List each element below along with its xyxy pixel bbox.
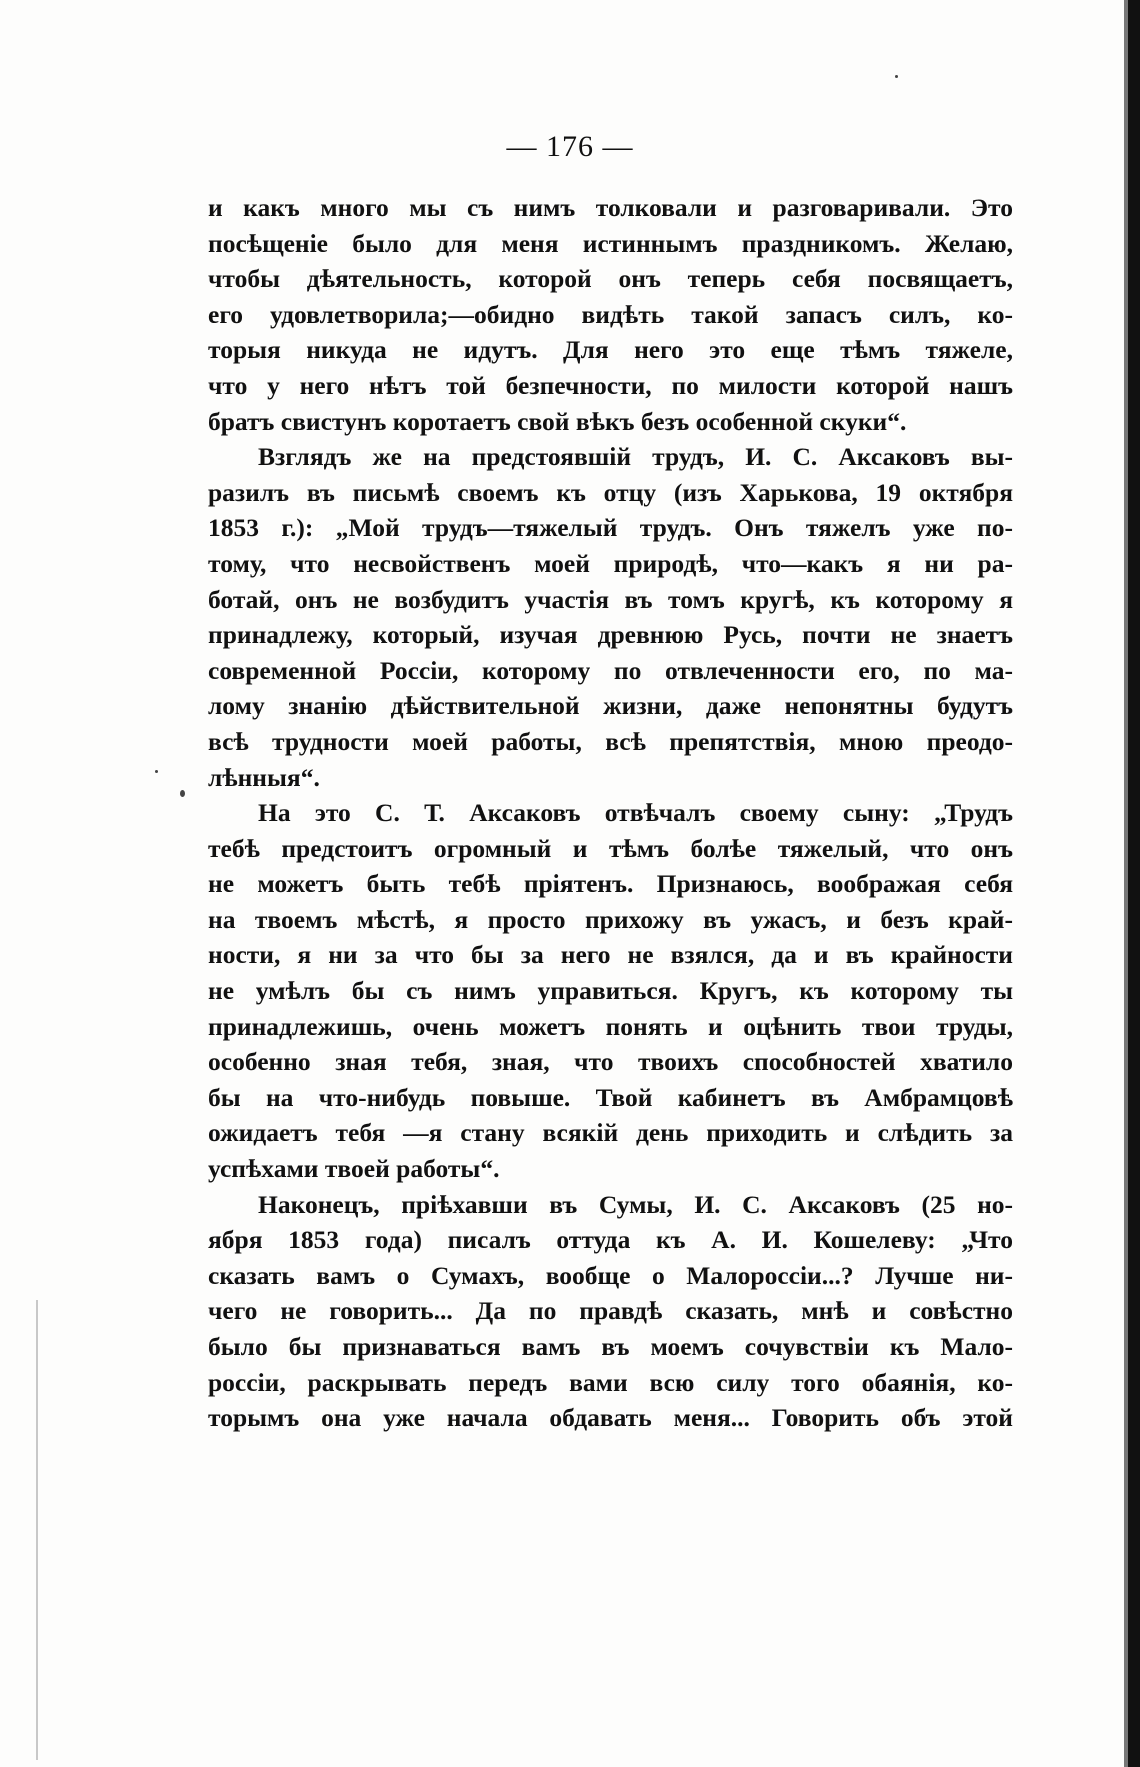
text-line: успѣхами твоей работы“.: [208, 1154, 500, 1184]
page-edge-shadow-inner: [1124, 0, 1128, 1767]
scan-speck: [155, 770, 158, 773]
text-line: что у него нѣтъ той безпечности, по милости которой нашъ: [208, 370, 1013, 400]
page-edge-shadow: [1128, 0, 1140, 1767]
text-line: На это С. Т. Аксаковъ отвѣчалъ своему сыну: „Трудъ: [258, 798, 1013, 828]
text-line: сказать вамъ о Сумахъ, вообще о Малороссіи...? Лучше ни-: [208, 1260, 1013, 1290]
text-line: принадлежишь, очень можетъ понять и оцѣнить твои труды,: [208, 1011, 1013, 1041]
page-edge-left-fold: [36, 1300, 38, 1760]
text-line: ожидаетъ тебя —я стану всякій день приходить и слѣдить за: [208, 1118, 1013, 1148]
text-line: лѣнныя“.: [208, 762, 320, 792]
text-line: торыя никуда не идутъ. Для него это еще тѣмъ тяжеле,: [208, 335, 1013, 365]
text-line: современной Россіи, которому по отвлеченности его, по ма-: [208, 655, 1013, 685]
text-line: Наконецъ, пріѣхавши въ Сумы, И. С. Аксаковъ (25 но-: [258, 1189, 1013, 1219]
text-line: и какъ много мы съ нимъ толковали и разговаривали. Это: [208, 193, 1013, 222]
scan-speck: [895, 75, 898, 78]
page-number: — 176 —: [506, 130, 634, 163]
text-line: ботай, онъ не возбудитъ участія въ томъ кругѣ, къ которому я: [208, 584, 1013, 614]
text-line: тому, что несвойственъ моей природѣ, что—какъ я ни ра-: [208, 548, 1013, 578]
text-line: чтобы дѣятельность, которой онъ теперь себя посвящаетъ,: [208, 264, 1013, 294]
text-line: принадлежу, который, изучая древнюю Русь, почти не знаетъ: [208, 620, 1013, 650]
text-line: ября 1853 года) писалъ оттуда къ А. И. Кошелеву: „Что: [208, 1225, 1013, 1255]
text-line: бы на что-нибудь повыше. Твой кабинетъ въ Амбрамцовѣ: [208, 1082, 1013, 1112]
scan-speck: [180, 790, 185, 797]
text-line: ности, я ни за что бы за него не взялся, да и въ крайности: [208, 940, 1013, 970]
text-line: торымъ она уже начала обдавать меня... Говорить объ этой: [208, 1403, 1013, 1433]
text-line: всѣ трудности моей работы, всѣ препятствія, мною преодо-: [208, 726, 1013, 756]
text-line: лому знанію дѣйствительной жизни, даже непонятны будутъ: [208, 691, 1013, 721]
text-line: особенно зная тебя, зная, что твоихъ способностей хватило: [208, 1047, 1013, 1077]
text-line: 1853 г.): „Мой трудъ—тяжелый трудъ. Онъ тяжелъ уже по-: [208, 513, 1013, 543]
text-line: не умѣлъ бы съ нимъ управиться. Кругъ, къ которому ты: [208, 976, 1013, 1006]
text-line: не можетъ быть тебѣ пріятенъ. Признаюсь, воображая себя: [208, 869, 1013, 899]
text-line: на твоемъ мѣстѣ, я просто прихожу въ ужасъ, и безъ край-: [208, 904, 1013, 934]
text-line: тебѣ предстоитъ огромный и тѣмъ болѣе тяжелый, что онъ: [208, 833, 1013, 863]
body-text: [208, 190, 1013, 1436]
text-line: Взглядъ же на предстоявшій трудъ, И. С. Аксаковъ вы-: [258, 442, 1013, 472]
text-line: братъ свистунъ коротаетъ свой вѣкъ безъ особенной скуки“.: [208, 406, 907, 436]
text-line: чего не говорить... Да по правдѣ сказать, мнѣ и совѣстно: [208, 1296, 1013, 1326]
text-line: россіи, раскрывать передъ вами всю силу того обаянія, ко-: [208, 1367, 1013, 1397]
text-line: его удовлетворила;—обидно видѣть такой запасъ силъ, ко-: [208, 299, 1013, 329]
text-line: разилъ въ письмѣ своемъ къ отцу (изъ Харькова, 19 октября: [208, 477, 1013, 507]
text-line: было бы признаваться вамъ въ моемъ сочувствіи къ Мало-: [208, 1332, 1013, 1361]
text-line: посѣщеніе было для меня истиннымъ праздникомъ. Желаю,: [208, 228, 1013, 258]
